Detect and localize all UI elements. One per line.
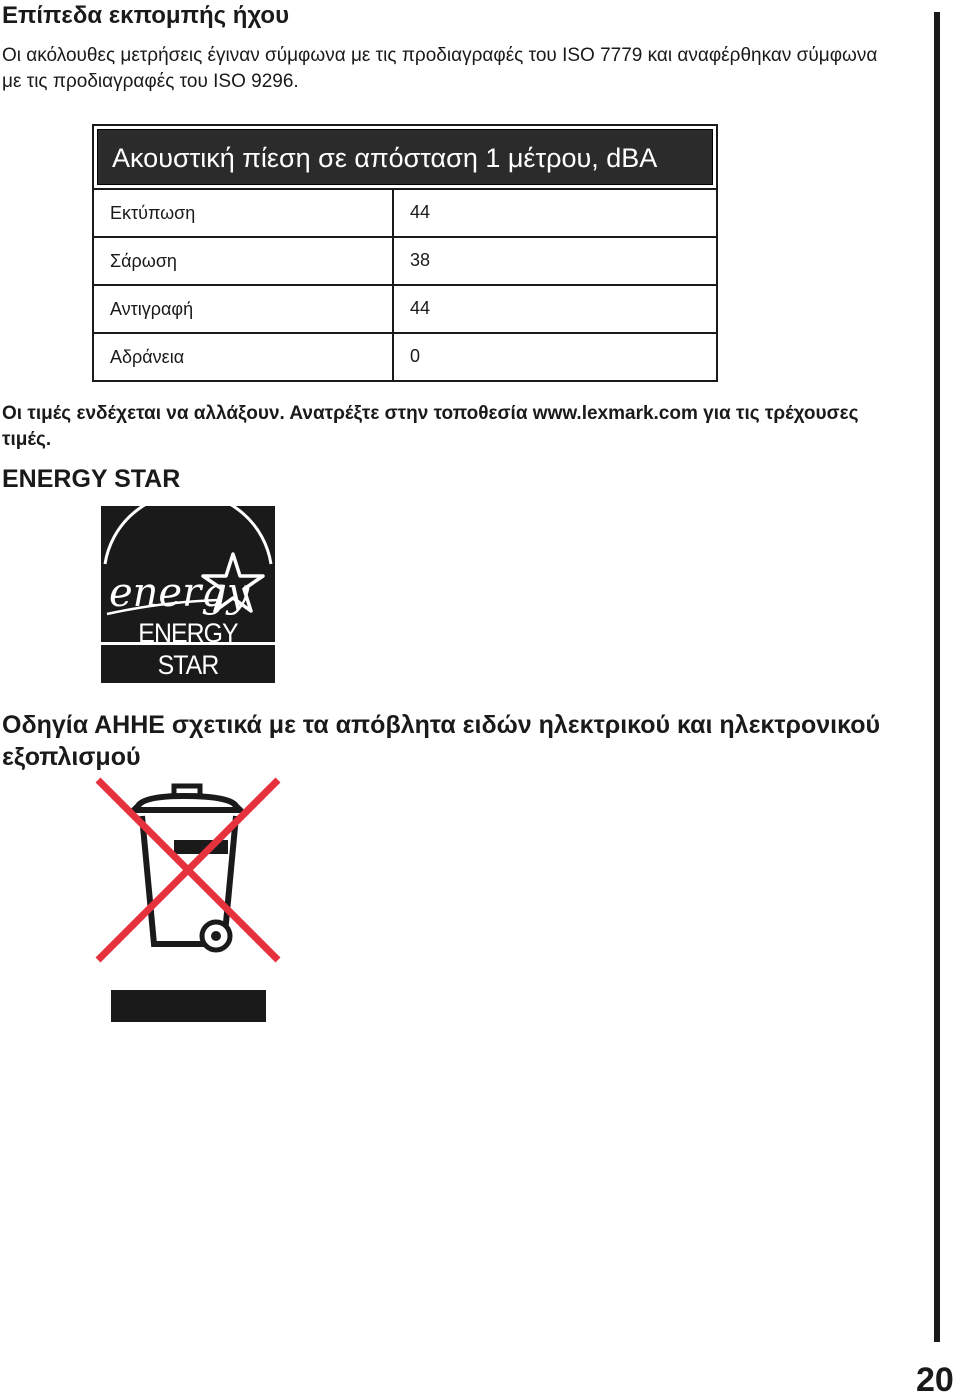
noise-note: Οι τιμές ενδέχεται να αλλάξουν. Ανατρέξτε στην τοποθεσία www.lexmark.com για τις τρέχουσες τιμές.	[2, 403, 859, 450]
table-cell-mode: Εκτύπωση	[94, 190, 394, 236]
table-cell-value: 0	[410, 346, 421, 366]
energy-star-logo	[101, 506, 275, 683]
energy-star-heading: ENERGY STAR	[2, 465, 181, 493]
table-row	[94, 188, 716, 236]
table-cell-mode: Αδράνεια	[94, 334, 394, 380]
table-cell-mode: Σάρωση	[94, 238, 394, 284]
page-number: 20	[916, 1361, 954, 1399]
table-cell-mode: Αντιγραφή	[94, 286, 394, 332]
table-header: Ακουστική πίεση σε απόσταση 1 μέτρου, dBA	[97, 129, 713, 185]
energy-script: energy	[109, 570, 250, 616]
table-cell-value: 38	[410, 250, 431, 270]
energy-star-logo-text: ENERGY STAR	[138, 618, 238, 680]
noise-heading: Επίπεδα εκπομπής ήχου	[2, 2, 290, 29]
table-row	[94, 284, 716, 332]
weee-heading: Οδηγία ΑΗΗΕ σχετικά με τα απόβλητα ειδών ηλεκτρικού και ηλεκτρονικού εξοπλισμού	[2, 711, 881, 771]
weee-solid-bar	[111, 990, 266, 1022]
crossed-out-wheeled-bin-icon	[94, 776, 284, 1026]
table-row	[94, 332, 716, 380]
noise-table	[92, 124, 718, 382]
table-cell-value: 44	[410, 202, 431, 222]
noise-intro: Οι ακόλουθες μετρήσεις έγιναν σύμφωνα με τις προδιαγραφές του ISO 7779 και αναφέρθηκαν σύμφωνα με τις προδιαγραφές του ISO 9296.	[2, 45, 878, 92]
table-cell-value: 44	[410, 298, 431, 318]
table-row	[94, 236, 716, 284]
margin-rule	[934, 12, 940, 1342]
